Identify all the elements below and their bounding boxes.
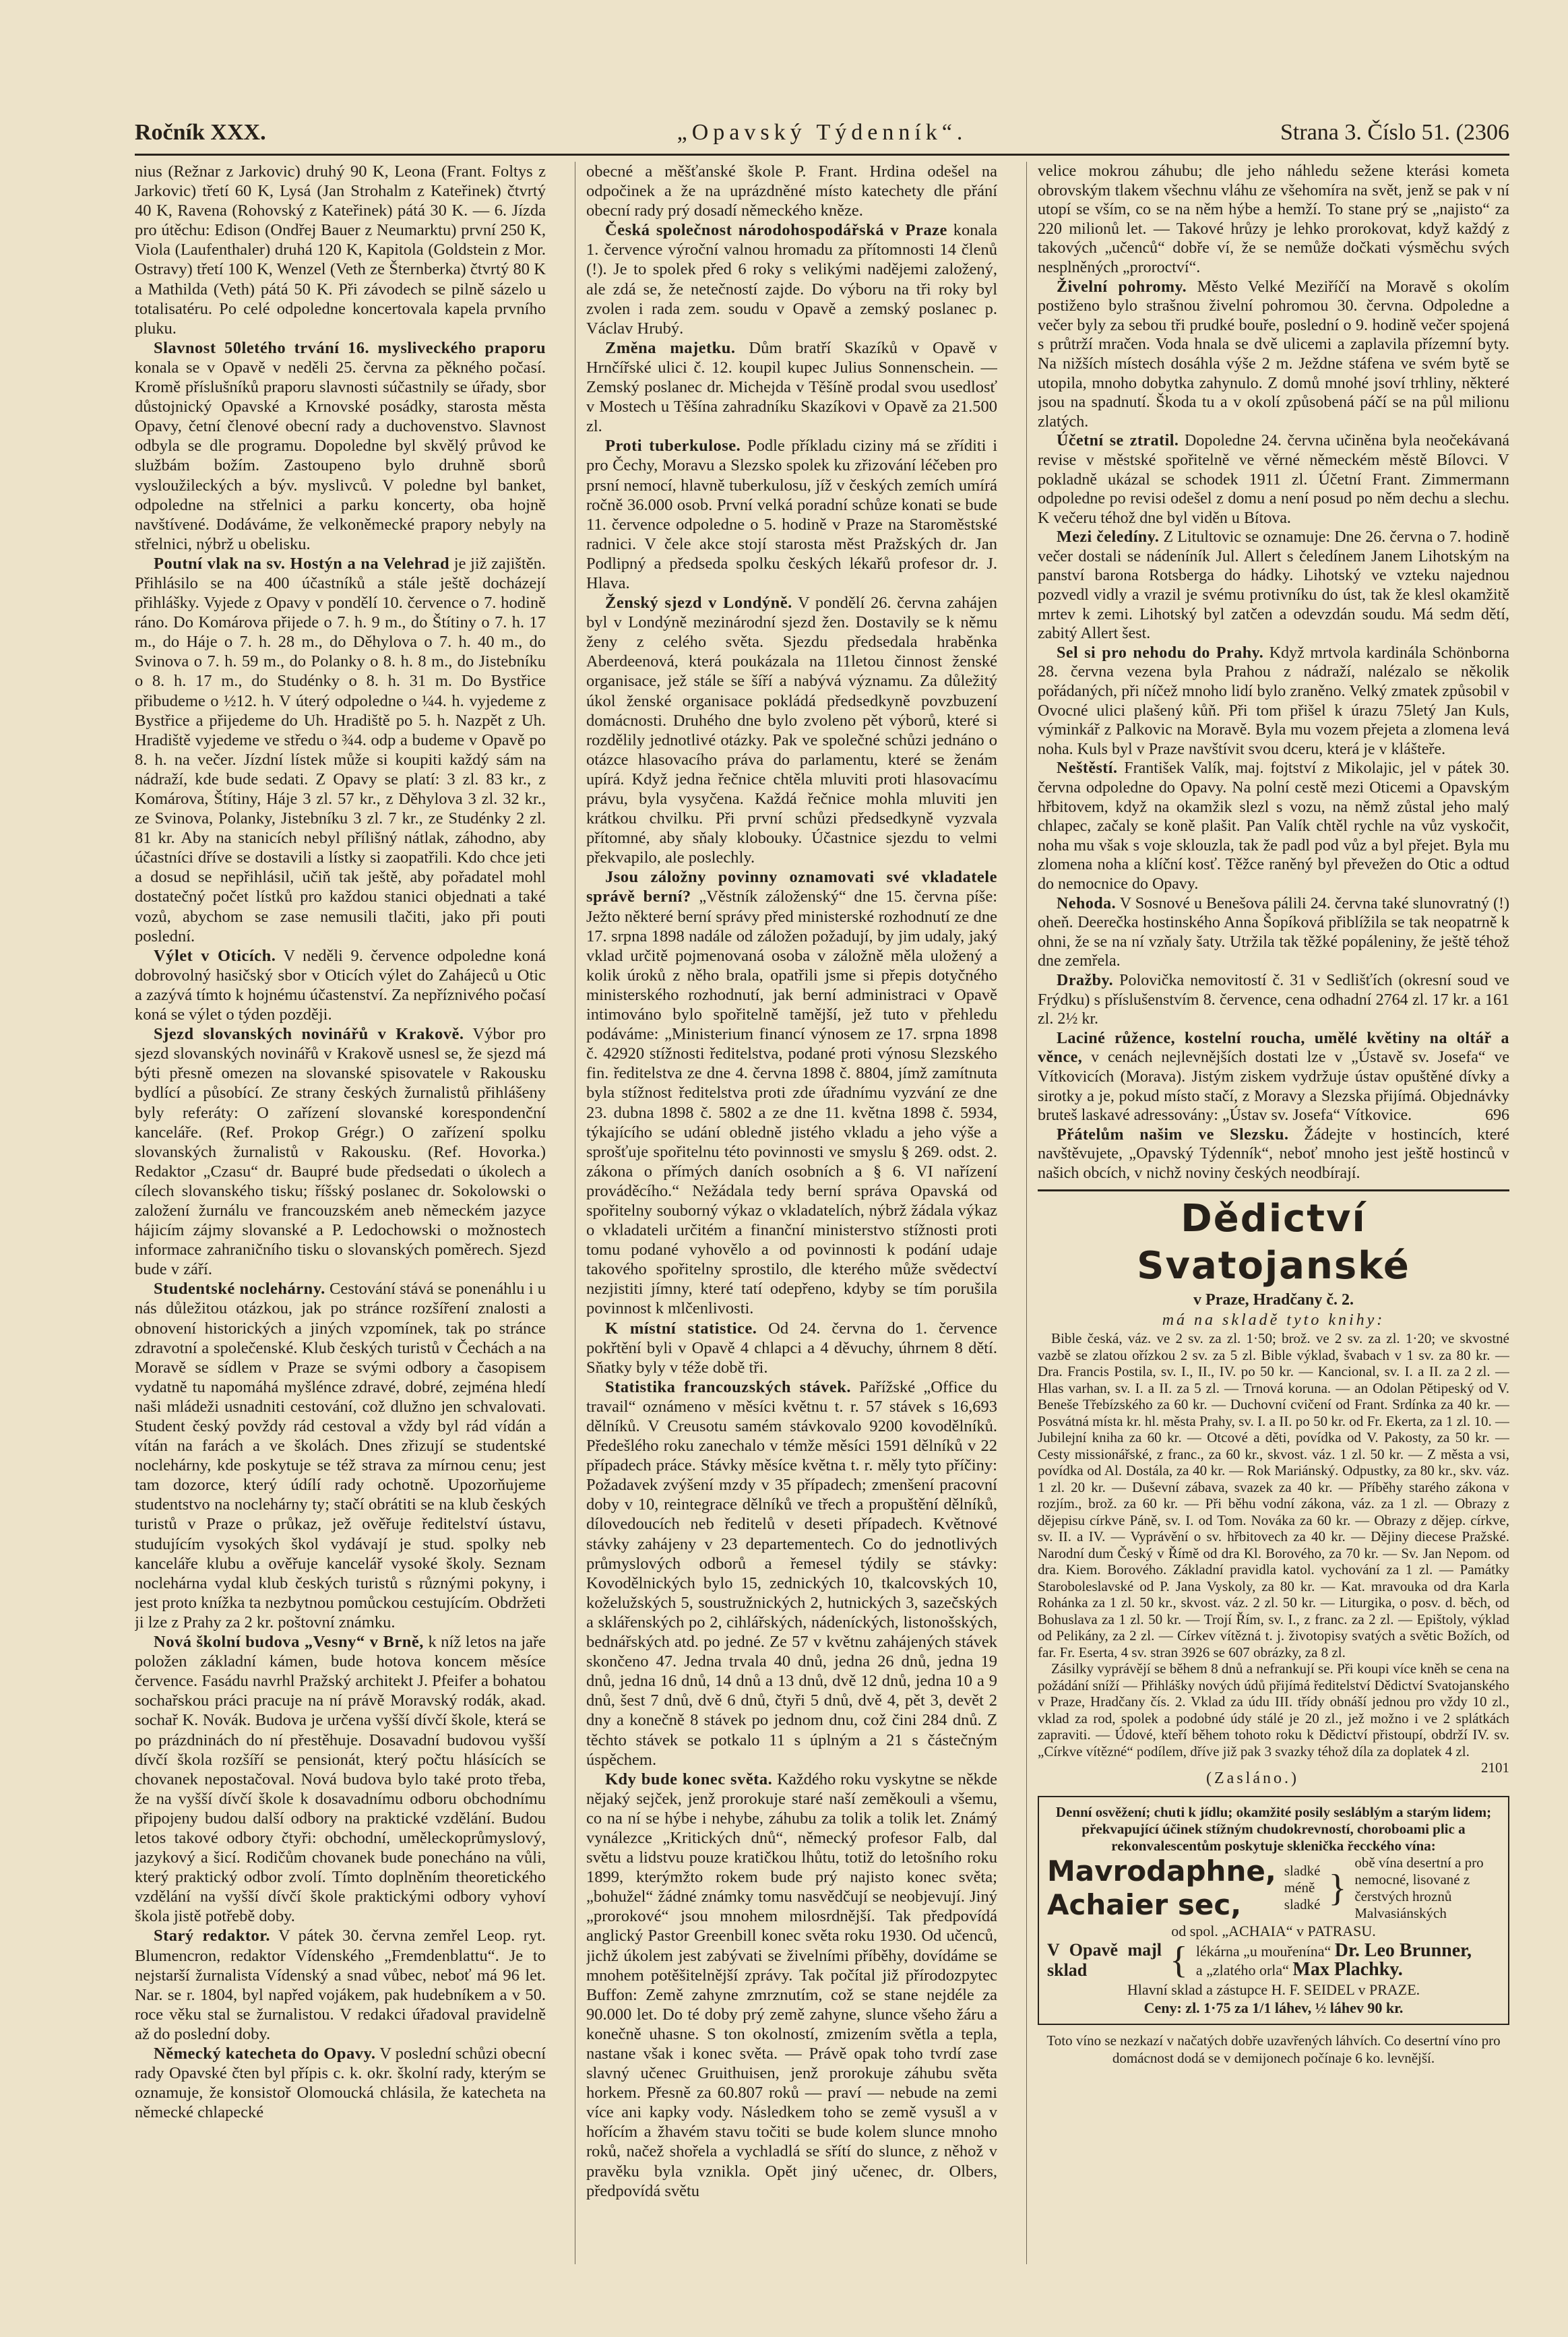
article-text: k níž letos na jaře položen základní kámen, bude hotova koncem měsíce července. Fasádu navrhl Pražský architekt J. Pfeifer a bohatou sochařskou práci pracuje na ní právě Moravský rodák, akad. sochař K. Novák. Budova je určena vyšší dívčí škole, která se po prázdninách do ní přestěhuje. Dosavadní budovou vyšší dívčí škola rozšíří se pensionát, který počtu hlásících se chovanek nepostačoval. Nová budova bylo také proto třeba, že na vyšší dívčí škole k dosavadnímu odboru obchodnímu připojeny budou další odbory na praktické vzdělání. Budou letos takové odbory čtyři: obchodní, uměleckoprůmyslový, jazykový a šicí. Rodičům chovanek bude ponecháno na vůli, který praktický odbor zvolí. Tímto doplněním theoretického vzdělání na vyšší dívčí škole praktickými odbory vyhoví škola jistě potřebě doby.	[135, 1633, 546, 1926]
wine-main-store: Hlavní sklad a zástupce H. F. SEIDEL v PRAZE.	[1127, 1981, 1420, 1998]
article-heading: Ženský sjezd v Londýně.	[605, 594, 792, 613]
article-text: Podle příkladu ciziny má se zříditi i pro Čechy, Moravu a Slezsko spolek ku zřizování léčeben pro prsní nemocí, hlavně tuberkulosu, jíž v českých zemích umírá ročně 36.000 osob. První velká poradní schůze konati se bude 11. července odpoledne o 5. hodině v Praze na Staroměstské radnici. V čele akce stojí starosta měst Pražských dr. Jan Podlipný a předseda spolku českých lékařů profesor dr. J. Hlava.	[586, 437, 997, 592]
article-text: František Valík, maj. fojtství z Mikolajic, jel v pátek 30. června odpoledne do Opavy. Na polní cestě mezi Oticemi a Opavským hřbitovem, když na okamžik slezl s vozu, na němž zůstal jeho malý chlapec, začaly se koně plašit. Pan Valík chtěl rychle na vůz vyskočit, noha mu však s voje sklouzla, tak že padl pod vůz a byl přejet. Byla mu zlomena noha a klíční kosť. Těžce raněný byl převežen do Otic a odtud do nemocnice do Opavy.	[1038, 759, 1509, 893]
article-text: Cestování stává se ponenáhlu i u nás důležitou otázkou, jak po stránce rozšíření znalosti a obnovení historických a jiných vzpomínek, tak po stránce zdravotní a společenské. Klub českých turistů v Čechách a na Moravě se sídlem v Praze se svými odbory a časopisem vydatně tu napomáhá myšlénce zdravé, dobré, zejména hledí naši mládeži usnadniti cestování, což dlužno jen schvalovati. Student český povždy rád cestoval a vždy byl rád vídán a vítán na farách a ve školách. Dnes zřizují se studentské noclehárny, kde poskytuje se též strava za mírnou cenu; jest tam dozorce, který údílí rady ochotně. Upozorňujeme studentstvo na noclehárny ty; stačí obrátiti se na klub českých turistů v Praze o průkaz, jež ověřuje ředitelství ústavu, studujícím vysokých škol vydávají je stud. spolky neb kanceláře klubu a ověřuje kancelář vysoké školy. Seznam noclehárna vydal klub českých turistů s různými pokyny, i jest proto knížka ta nezbytnou pomůckou cestujícím. Obdržeti ji lze z Prahy za 2 kr. poštovní známku.	[135, 1280, 546, 1631]
article	[135, 338, 546, 554]
article-text: Město Velké Meziříčí na Moravě s okolím postiženo bylo strašnou živelní pohromou 30. června. Odpoledne a večer byly za sebou tři prudké bouře, poslední o 9. hodině večer spojená s průtrží mračen. Voda hnala se dvě ulicemi a zaplavila přízemní byty. Na nižších místech dosáhla výše 2 m. Ježdne stáfena ve svém bytě se utopila, mnoho dobytka zahynulo. Z domů mnohé jsoví trhliny, některé jsou na spadnutí. Škoda tu a v okolí způsobená páčí se na půl milionu zlatých.	[1038, 278, 1509, 431]
article-text: konala se v Opavě v neděli 25. června za pěkného počasí. Kromě příslušníků praporu slavnosti súčastnily se úřady, sbor důstojnický Opavské a Krnovské posádky, starosta města Opavy, četní členové obecní rady a duchovenstvo. Slavnost odbyla se dle programu. Dopoledne byl skvělý průvod ke službám božím. Zastoupeno bylo druhně sborů vysloužileckých a býv. myslivců. V poledne byl banket, odpoledne na střelnici a parku koncerty, oba hojně navštívené. Dodáváme, že velkoněmecké prapory nebyly na střelnici, nýbrž u obelisku.	[135, 358, 546, 553]
newspaper-title: „Opavský Týdenník“.	[677, 120, 968, 145]
brace-icon: {	[1170, 1939, 1188, 1981]
article-heading: Studentské noclehárny.	[154, 1280, 325, 1299]
article-heading: Sjezd slovanských novinářů v Krakově.	[154, 1025, 464, 1044]
article-text: V neděli 9. července odpoledne koná dobrovolný hasičský sbor v Oticích výlet do Zahájeců u Otic a zazývá tímto k hojnému účastenství. Za nepříznivého počasí koná se výlet o týden později.	[135, 946, 546, 1024]
article	[135, 1279, 546, 1632]
wine-opava: V Opavě majl sklad	[1047, 1939, 1162, 1980]
article	[586, 593, 997, 867]
article-heading: Statistika francouzských stávek.	[605, 1377, 851, 1396]
article	[586, 1770, 997, 2201]
article	[1038, 1029, 1509, 1125]
wine-prices: Ceny: zl. 1·75 za 1/1 láhev, ½ láhev 90 kr.	[1143, 1999, 1404, 2016]
article-text: Žádejte v hostincích, které navštěvujete, „Opavský Týdenník“, neboť mnoho jest ještě hostinců v našich obcích, v nichž noviny českých neodbírají.	[1038, 1125, 1509, 1182]
wine-name-2: Achaier sec,	[1047, 1888, 1242, 1921]
article-text: „Věstník záloženský“ dne 15. června píše: Ježto některé berní správy před ministerské rozhodnutí ze dne 17. srpna 1898 nadále od záložen požadují, by jim udaly, jaký vklad určitě pojmenovaná osoba v záložně měla uložený a kolik úroků z něho brala, opatřili jsme si přepis dotyčného ministerského rozhodnutí, jak berní administraci v Opavě intimováno bylo spořitelně tamější, jež tuto v přehledu podáváme: „Ministerium financí výnosem ze 17. srpna 1898 č. 42920 stížnosti ředitelstva, podané proti výnosu Slezského fin. ředitelstva ze dne 4. června 1898 č. 8804, jímž zamítnuta byla stížnost ředitelstva proti zde úřadnímu vyzvání ze dne 23. dubna 1898 č. 5802 a ze dne 11. května 1898 č. 5934, týkajícího se udání obledně jistého vkladu a jeho výše a sprošťuje spořitelnu této povinnosti ve smyslu § 269. odst. 2. zákona o přímých daních osobních a § 6. VI nařízení prováděcího.“ Nežádala tedy berní správa Opavská od spořitelny souborný výkaz o vkladatelích, nýbrž žádala výkaz o vkladateli určitém a finanční ministerstvo stížnosti proti tomu podané vyhovělo a od povinnosti k podání udaje takového spořitelny sprostilo, dle kterého může svědectví nezjistiti jímny, které tatí odepřeno, kdyby se tím porušila povinnost k mlčenlivosti.	[586, 887, 997, 1318]
ad-title: Dědictví Svatojanské	[1038, 1189, 1509, 1290]
wine-advertisement	[1038, 1796, 1509, 2025]
article	[1038, 894, 1509, 971]
ad-address: v Praze, Hradčany č. 2.	[1193, 1291, 1354, 1309]
wine-footnote: Toto víno se nezkazí v načatých dobře uzavřených láhvích. Co desertní víno pro domácnost dodá se v demijonech počínaje 6 ko. levnější.	[1046, 2032, 1501, 2066]
wine-desc: obě vína desertní a pro nemocné, lisované z čerstvých hroznů Malvasiánských	[1354, 1854, 1484, 1921]
article-heading: Starý redaktor.	[154, 1927, 271, 1945]
article	[1038, 278, 1509, 432]
article-heading: Změna majetku.	[605, 338, 736, 357]
article-text: Když mrtvola kardinála Schönborna 28. června vezena byla Prahou z nádraží, nalézalo se několik pořádaných, při níčež mnoho lidí bylo zraněno. Velký zmatek způsobil v Ovocné ulici plašený kůň. Při tom přišel k úrazu 75letý Jan Kuls, výminkář z Palkovic na Moravě. Byla mu vozem přejeta a zlomena levá noha. Kuls byl v Praze navštívit svou dceru, která je v klášteře.	[1038, 644, 1509, 758]
article-heading: Nová školní budova „Vesny“ v Brně,	[154, 1633, 424, 1652]
article-text: konala 1. července výroční valnou hromadu za přítomnosti 14 členů (!). Je to spolek před 6 roky s velikými nadějemi založený, ale zdá se, že netečností zajde. Do výboru na tři roky byl zvolen i rada zem. soudu v Opavě a zemský poslanec p. Václav Hrubý.	[586, 221, 997, 338]
wine-sellers	[1047, 1940, 1500, 1981]
article	[1038, 759, 1509, 894]
pharmacy-1: lékárna „u mouřenína“	[1195, 1942, 1331, 1960]
article-heading: Česká společnost národohospodářská v Praze	[605, 221, 947, 240]
article	[586, 436, 997, 593]
ad-body: Bible česká, váz. ve 2 sv. za zl. 1·50; brož. ve 2 sv. za zl. 1·20; ve skvostné vazbě se zlatou ořízkou 2 sv. za 5 zl. Bible výklad, švabach v 1 sv. za 80 kr. — Dra. Francis Postila, sv. I., II., IV. po 50 kr. — Kancional, sv. I. a II. za 2 zl. — Hlas varhan, sv. I. a II. za 5 zl. — Trnová koruna. — an Odolan Pětipeský od V. Beneše Třebízského za 60 kr. — Duchovní cvičení od Frant. Srdínka za 40 kr. — Posvátná místa kr. hl. města Prahy, sv. I. a II. po 50 kr. od Fr. Ekerta, za 1 zl. 10. — Jubilejní kniha za 60 kr. — Otcové a děti, povídka od V. Pakosty, za 50 kr. — Cesty missionářské, z franc., za 60 kr., skvost. váz. 1 zl. 50 kr. — Z města a vsi, povídka od Al. Dostála, za 40 kr. — Rok Mariánský. Odpustky, za 80 kr., skv. váz. 1 zl. 20 kr. — Duševní zábava, svazek za 40 kr. — Příběhy starého zákona v rozjím., brož. za 60 kr. — Při běhu vodní zákona, váz. za 1 zl. — Obrazy z dějepisu církve Páně, sv. I. od Tom. Nováka za 60 kr. — Obrazy z dějep. církve, sv. II. a IV. — Vyprávění o sv. hřbitovech za 40 kr. — Dějiny diecese Pražské. Narodní dum Český v Římě od dra Kl. Borového, za 70 kr. — Sv. Jan Nepom. od dra. Kiem. Borového. Základní pravidla katol. vychování za 1 zl. — Památky Staroboleslavské od P. Jana Vyskoly, za 80 kr. — Kat. mravouka od dra Karla Rohánka za 1 zl. 50 kr., skvost. váz. 2 zl. 50 kr. — Liturgika, o posv. d. běch, od Bohuslava za 1 zl. 50 kr. — Trojí Řím, sv. I., z franc. za 2 zl. — Epištoly, výklad od Pelikány, za 2 zl. — Církev vítězná t. j. životopisy svatých a světic Božích, od far. Fr. Eserta, 4 sv. stran 3926 se 607 obrázky, za 8 zl.	[1038, 1330, 1509, 1660]
article	[1038, 431, 1509, 528]
article	[135, 2044, 546, 2122]
article-heading: Sel si pro nehodu do Prahy.	[1057, 644, 1264, 662]
article-text: v cenách nejlevnějších dostati lze v „Ústavě sv. Josefa“ ve Vítkovicích (Morava). Jistým ziskem vydržuje ústav opuštěné dívky a sirotky a je, pokud místo stačí, z Moravy a Slezska přijímá. Objednávky bruteš laskavé adressovány: „Ústav sv. Josefa“ Vítkovice.	[1038, 1049, 1509, 1125]
article	[135, 1024, 546, 1279]
ad-number: 696	[1485, 1107, 1509, 1125]
article-text: Výbor pro sjezd slovanských novinářů v Krakově usnesl se, že sjezd má býti přesně omezen na slovanské spisovatele v Rakousku bydlící a působící. Ze strany českých žurnalistů přihlášeny byly referáty: O zařízení slovanské korespondenční kanceláře. (Ref. Prokop Grégr.) O zařízení spolku slovanských žurnalistů v Rakousku. (Ref. Hovorka.) Redaktor „Czasu“ dr. Baupré bude předsedati o úkolech a cílech slovanského tisku; říšský poslanec dr. Sokolowski o založení žurnálu ve francouzském aneb německém jazyce hájicím zájmy slovanské a P. Ledochowski o možnostech informace zahraničního tisku o slovanských poměrech. Sjezd bude v září.	[135, 1025, 546, 1279]
wine-sweet-label: sladké	[1284, 1863, 1321, 1879]
article-text: V Sosnové u Benešova pálili 24. června také slunovratný (!) oheň. Deerečka hostinského Anna Šopíková přiblížila se tak neopatrně k ohni, že se na ní vzňaly šaty. Utržila tak těžké popáleniny, že ještě téhož dne zemřela.	[1038, 894, 1509, 970]
article	[135, 1926, 546, 2044]
article-text: Od 24. června do 1. července pokřtění byli v Opavě 4 chlapci a 4 děvuchy, úhrnem 8 dětí. Sňatky byly v téže době tři.	[586, 1319, 997, 1377]
article-heading: Kdy bude konec světa.	[605, 1770, 773, 1788]
ad-subtitle: má na skladě tyto knihy:	[1162, 1311, 1385, 1330]
article	[135, 946, 546, 1024]
article-heading: Neštěstí.	[1057, 759, 1118, 778]
page-number: Strana 3. Číslo 51. (2306	[1280, 120, 1509, 145]
seller-2: Max Plachky.	[1292, 1958, 1403, 1980]
article-text: nius (Režnar z Jarkovic) druhý 90 K, Leona (Frant. Foltys z Jarkovic) třetí 60 K, Lysá (Jan Strohalm z Kateřinek) čtvrtý 40 K, Ravena (Rohovský z Kateřinek) pátá 30 K. — 6. Jízda pro útěchu: Edison (Ondřej Bauer z Neumarktu) první 250 K, Viola (Laufenthaler) druhá 120 K, Kapitola (Goldstein z Mor. Ostravy) třetí 100 K, Wenzel (Veth ze Šternberka) čtvrtý 80 K a Mathilda (Veth) pátá 50 K. Při závodech se pilně sázelo u totalisatéru. Po celé odpoledne koncertovala kapela prvního pluku.	[135, 162, 546, 338]
article-heading: Slavnost 50letého trvání 16. mysliveckého praporu	[154, 338, 546, 357]
column-1	[135, 162, 546, 2278]
wine-company: od spol. „ACHAIA“ v PATRASU.	[1171, 1922, 1376, 1939]
article-text: V pátek 30. června zemřel Leop. ryt. Blumencron, redaktor Vídenského „Fremdenblattu“. Je to nejstarší žurnalista Vídenský a snad vůbec, neboť má 96 let. Nar. se r. 1804, byl napřed vojákem, pak hudebníkem a v 50. roce věku stal se žurnalistou. V redakci úřadoval pravidelně až do poslední doby.	[135, 1927, 546, 2043]
wine-intro: Denní osvěžení; chuti k jídlu; okamžité posily sesláblým a starým lidem; překvapující účinek stížným chudokrevností, choroboami plic a rekonvalescentům poskytuje sklenička řecckého vína:	[1055, 1803, 1492, 1854]
wine-row	[1047, 1855, 1500, 1922]
article-heading: Dražby.	[1057, 971, 1114, 989]
ad-number: 2101	[1481, 1759, 1509, 1776]
wine-name-1: Mavrodaphne,	[1047, 1854, 1276, 1888]
seller-1: Dr. Leo Brunner,	[1334, 1939, 1472, 1961]
ad-body-2: Zásilky vyprávějí se během 8 dnů a nefrankují se. Při koupi více kněh se cena na požádání sníží — Přihlášky nových údů přijímá ředitelství Dědictví Svatojanského v Praze, Hradčany čís. 2. Vklad za údu III. třídy obnáší jednou pro vždy 10 zl., vklad za rod, spolek a podobné údy stálé je 20 zl., jež možno i ve 2 splátkách zapraviti. — Údové, kteří během tohoto roku k Dědictví přistoupí, obdrží IV. sv. „Církve vítězné“ podílem, dříve již pak 3 svazky téhož díla za doplatek 4 zl. 2101	[1038, 1660, 1509, 1776]
article-heading: Nehoda.	[1057, 894, 1117, 912]
page-header	[135, 116, 1509, 156]
article	[1038, 1125, 1509, 1183]
article-text: velice mokrou záhubu; dle jeho náhledu sežene kterási kometa obrovským tlakem všechnu vláhu ze všehomíra na svět, jenž se pak v ní utopí se vším, co se na něm hýbe a hemží. To stane prý se „najisto“ za 220 milionů let. — Takové hrůzy je lehko prorokovat, když každý z takových „učenců“ dobře ví, že se nemůže dočkati výsměchu svých nesplněných „proroctví“.	[1038, 162, 1509, 276]
article-heading: Mezi čeledíny.	[1057, 528, 1160, 547]
article-text: V pondělí 26. června zahájen byl v Londýně mezinárodní sjezd žen. Dostavily se k němu ženy z celého světa. Sjezdu předsedala hraběnka Aberdeenová, která poukázala na 11letou činnost ženské organisace, jež stále se šíří a nabývá významu. Za důležitý úkol ženské organisace pokládá předsedkyně povzbuzení domácnosti. Druhého dne bylo zvoleno pět výborů, které si rozdělily jednotlivé otázky. Pak ve společné schůzi jednáno o otázce hlasovacího práva do parlamentu, které se ženám upírá. Když jedna řečnice chtěla mluviti proti hlasovacímu právu, byla vysyčena. Každá řečnice mohla mluviti jen krátkou chvilku. Při první schůzi předsedkyně vyzvala přítomné, aby sňaly klobouky. Účastnice sjezdu to velmi překvapilo, ale poslechly.	[586, 594, 997, 867]
article	[586, 220, 997, 338]
article-text: Každého roku vyskytne se někde nějaký sejček, jenž prorokuje staré naší zeměkouli a všemu, co na ní se hýbe i nehybe, záhubu za tolik a tolik let. Známý vynálezce „Kritických dnů“, německý profesor Falb, dal světu a lidstvu pouze kratičkou lhůtu, totiž do letošního roku 1899, kterýmžto rokem bude prý najisto konec světa; „bohužel“ žádné známky tomu nasvědčují se neobjevují. Jiný „prorokové“ jsou mnohem milosrdnější. Tak předpovídá anglický Pastor Greenbill konec světa roku 1930. Od učenců, jichž úkolem jest zabývati se živelními příběhy, dovídáme se mnohem potěšitelnější zprávy. Tak počítal již přírodozpytec Buffon: Země zahyne zmrznutím, což se stane nejdéle za 90.000 let. Do té doby prý země zahyne, slunce všeho žáru a konečně uhasne. S ton okolností, zmizením světla a tepla, nastane však i konec světa. — Právě opak toho tvrdí zase slavný učenec Gruithuisen, jenž prorokuje záhubu světa horkem. Přesně za 60.807 roků — praví — nebude na zemi více ani kapky vody. Následkem toho se země vysušl a v hořícím a žhavém stavu točiti se bude kolem slunce mnoho roků, načež shořela a vychladlá se sřítí do slunce, z něhož v pravěku byla vznikla. Opět jiný učenec, dr. Olbers, předpovídá světu	[586, 1770, 997, 2200]
zaslano-label: (Zasláno.)	[1206, 1770, 1299, 1788]
brace-icon: }	[1328, 1867, 1347, 1909]
article-text: Pařížské „Office du travail“ oznámeno v měsíci květnu t. r. 57 stávek s 16,693 dělníků. V Creusotu samém stávkovalo 9200 kovodělníků. Předešlého roku zanechalo v témže měsíci 1591 dělníků v 22 případech práce. Stávky měsíce května t. r. měly tyto příčiny: Požadavek zvýšení mzdy v 35 případech; zmenšení pracovní doby v 10, reintegrace dělníků ve třech a propuštění dělníků, dílovedoucích neb ředitelů v deseti případech. Květnové stávky zahájeny v 23 departementech. Co do jednotlivých průmyslových odborů a řemesel týdily se stávky: Kovodělnických bylo 15, zednických 10, tkalcovských 10, koželužských 5, soustružnických 2, hutnických 3, sazečských a sklářenských po 2, cihlářských, nádeníckých, listonošských, bednářských atd. po jedné. Ze 57 v květnu zahájených stávek skončeno 47. Jedna trvala 40 dnů, jedna 26 dnů, jedna 19 dnů, jedna 16 dnů, 14 dnů a 13 dnů, dvě 12 dnů, jedna 10 a 9 dnů, šest 7 dnů, dvě 6 dnů, čtyři 5 dnů, dvě 4, pět 3, devět 2 dny a konečně 8 stávek po jednom dnu, což čini 284 dnů. Z těchto stávek se potkalo 11 s úplným a 21 s částečným úspěchem.	[586, 1377, 997, 1769]
article-text: Dům bratří Skazíků v Opavě v Hrnčířské ulici č. 12. koupil kupec Julius Sonnenschein. — Zemský poslanec dr. Michejda v Těšíně prodal svou usedlosť v Mostech u Těšína zahradníku Skazíkovi v Opavě za 21.500 zl.	[586, 338, 997, 436]
article	[586, 867, 997, 1318]
article	[1038, 644, 1509, 759]
column-2	[586, 162, 997, 2278]
pharmacy-2: a „zlatého orla“	[1195, 1961, 1289, 1978]
advertisement-dedictvi	[1038, 1189, 1509, 1330]
article	[1038, 971, 1509, 1029]
article-heading: K místní statistice.	[605, 1319, 757, 1338]
ad-book-list	[1038, 1330, 1509, 1776]
article-heading: Laciné růžence, kostelní roucha, umělé květiny na oltář a věnce,	[1038, 1029, 1509, 1067]
article-text: Polovička nemovitostí č. 31 v Sedlišťích (okresní soud ve Frýdku) s příslušenstvím 8. července, cena odhadní 2764 zl. 17 kr. a 161 zl. 2½ kr.	[1038, 971, 1509, 1028]
header-rule	[135, 154, 1509, 156]
article-heading: Jsou záložny povinny oznamovati své vkladatele správě berní?	[586, 868, 997, 906]
article	[135, 554, 546, 946]
article-heading: Živelní pohromy.	[1057, 278, 1187, 296]
article-heading: Účetní se ztratil.	[1057, 432, 1179, 450]
article	[135, 1632, 546, 1926]
column-divider	[1026, 162, 1027, 2264]
article-heading: Poutní vlak na sv. Hostýn a na Velehrad	[154, 554, 450, 573]
article	[1038, 528, 1509, 644]
volume-label: Ročník XXX.	[135, 120, 266, 145]
article	[586, 1377, 997, 1770]
article-text: Dopoledne 24. června učiněna byla neočekávaná revise v městské spořitelně ve věrné německém městě Bílovci. V pokladně ukázal se schodek 1911 zl. Účetní Frant. Zimmermann odpoledne po revisi odešel z domu a není posud po něm dechu a slechu. K večeru téhož dne byl viděn u Bítova.	[1038, 432, 1509, 527]
column-3	[1038, 162, 1509, 2278]
article-heading: Výlet v Oticích.	[154, 946, 276, 965]
article-text: je již zajištěn. Přihlásilo se na 400 účastníků a stále ještě docházejí přihlášky. Vyjede z Opavy v pondělí 10. července o 7. hodině ráno. Do Komárova přijede o 7. h. 9 m., do Štítiny o 7. h. 17 m., do Háje o 7. h. 28 m., do Děhylova o 7. h. 40 m., do Svinova o 7. h. 59 m., do Polanky o 8. h. 8 m., do Jistebníku o 8. h. 17 m., do Studénky o 8. h. 31 m. Do Bystřice přibudeme o ½12. h. V úterý odpoledne o ¼4. h. vyjedeme z Bystřice a přijedeme do Uh. Hradiště po 5. h. Nazpět z Uh. Hradiště vyjedeme ve středu o ¾4. odp a budeme v Opavě po 8. h. na večer. Jízdní lístek může si koupiti každý sám na nádraží, kde bude sedati. Z Opavy se platí: 3 zl. 83 kr., z Komárova, Štítiny, Háje 3 zl. 57 kr., z Děhylova 3 zl. 32 kr., ze Svinova, Polanky, Jistebníku 3 zl. 7 kr., ze Studénky 2 zl. 81 kr. Aby na stanicích nebyl přílišný nátlak, záhodno, aby účastníci dříve se dostavili a lístky si zaopatřili. Kdo chce jeti a dosud se nepřihlásil, učiň tak ještě, aby pořadatel mohl dostatečný počet lístků pro každou stanici objednati a také vozů, abychom se zase nemusili tlačiti, jako při pouti poslední.	[135, 554, 546, 945]
article-text: V poslední schůzi obecní rady Opavské čten byl přípis c. k. okr. školní rady, kterým se oznamuje, že konsistoř Olomoucká chlásila, že katecheta na německé chlapecké	[135, 2045, 546, 2122]
article	[586, 1319, 997, 1377]
article-heading: Proti tuberkulose.	[605, 437, 741, 456]
article	[586, 338, 997, 436]
article-heading: Přátelům našim ve Slezsku.	[1057, 1125, 1289, 1144]
article-text: obecné a měšťanské škole P. Frant. Hrdina odešel na odpočinek a že na uprázdněné místo katechety dle přání obecní rady prý dosadí německého kněze.	[586, 162, 997, 220]
article-text: Z Litultovic se oznamuje: Dne 26. června o 7. hodině večer dostali se nádeníník Jul. Allert s čeledínem Janem Lihotským na panství barona Rotsberga do hádky. Lihotský ve vzteku najednou pozvedl vidly a vrazil je svému protivníku do úst, tak že klesl okamžitě mrtev k zemi. Lihotský byl zatčen a odevzdán soudu. Má sedm dětí, zabitý Allert šest.	[1038, 528, 1509, 643]
article-heading: Německý katecheta do Opavy.	[154, 2045, 376, 2063]
wine-halfsweet-label: méně sladké	[1284, 1879, 1321, 1913]
